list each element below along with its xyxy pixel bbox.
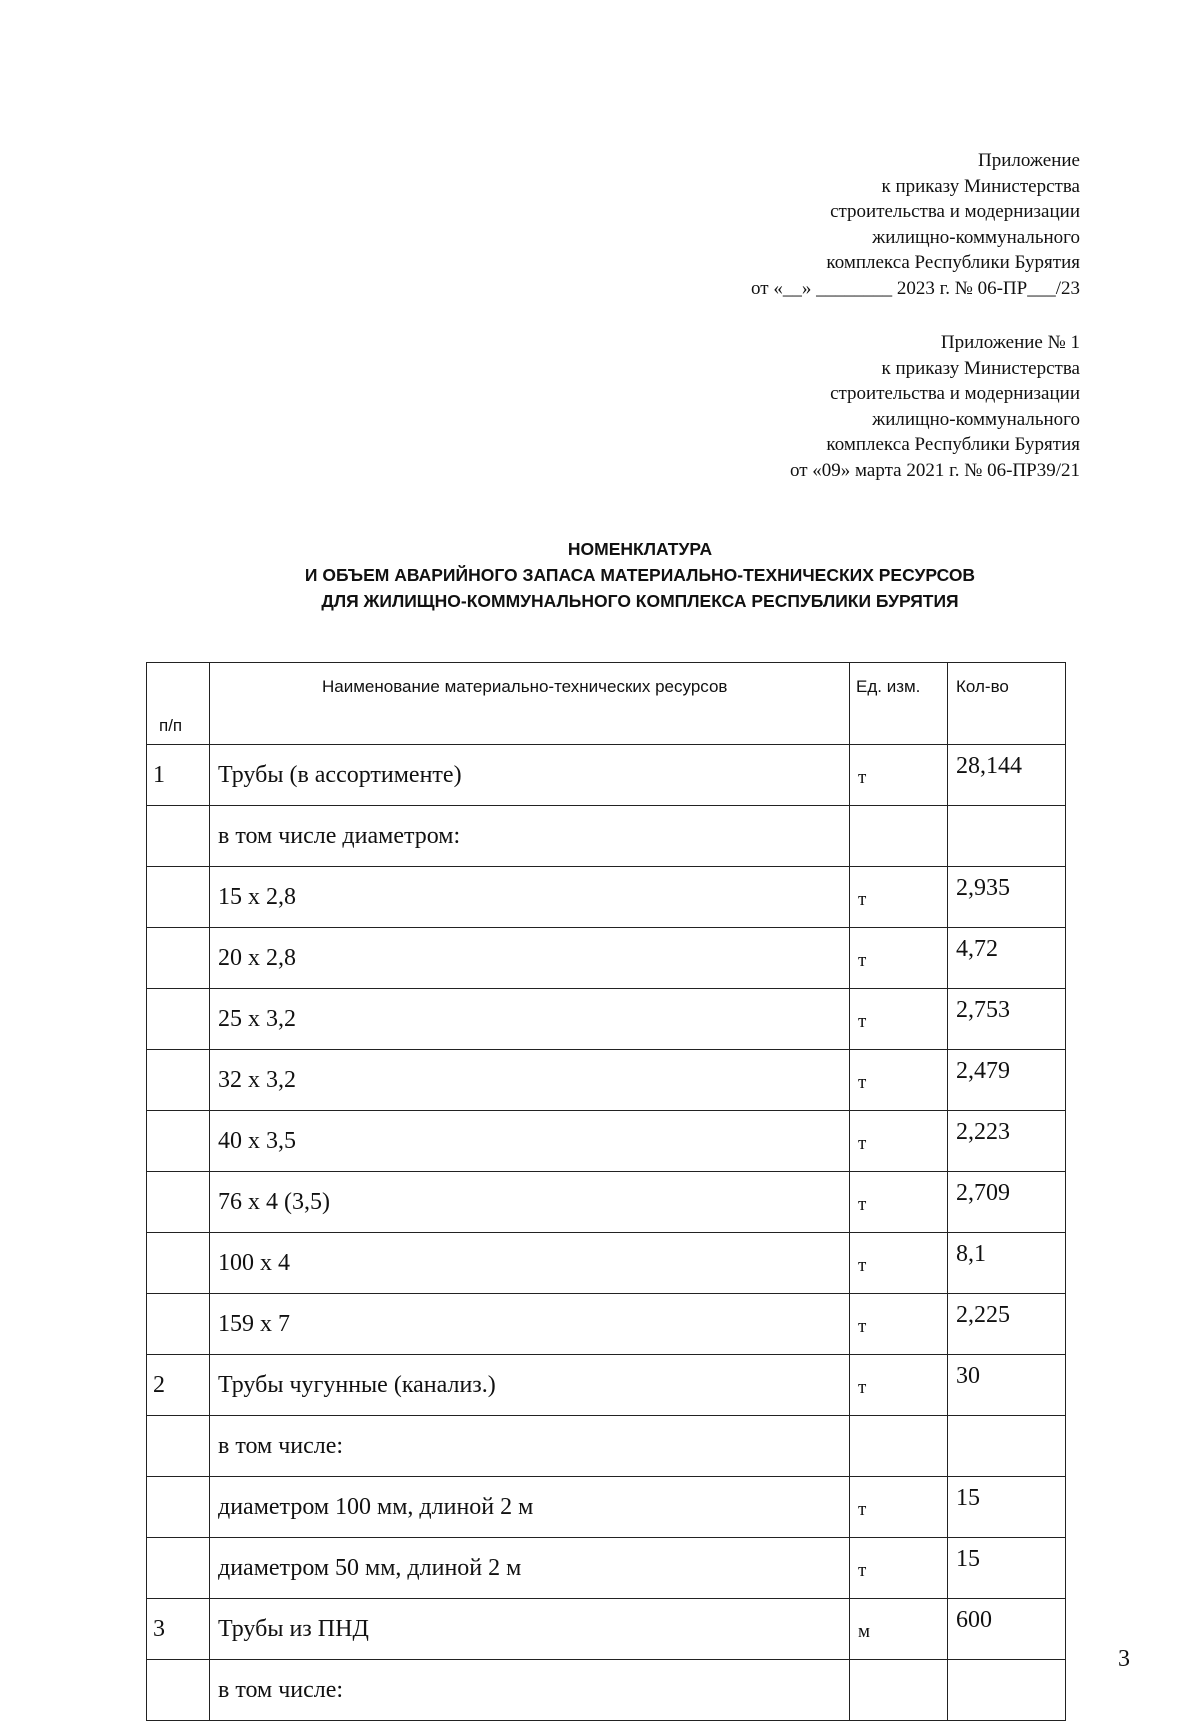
annex-original-line: жилищно-коммунального: [872, 408, 1080, 430]
cell-qty: [948, 1660, 1066, 1721]
cell-num: [147, 989, 210, 1050]
cell-num: [147, 1111, 210, 1172]
cell-num: [147, 1660, 210, 1721]
cell-qty: 4,72: [948, 928, 1066, 989]
table-row: [147, 928, 1066, 989]
cell-name: Трубы (в ассортименте): [210, 745, 850, 806]
cell-qty: [948, 806, 1066, 867]
annex-current-line: строительства и модернизации: [830, 201, 1080, 222]
header-name: Наименование материально-технических ресурсов: [210, 663, 850, 745]
cell-num: [147, 1294, 210, 1355]
cell-unit: [850, 1416, 948, 1477]
cell-unit: т: [850, 867, 948, 928]
table-row: [147, 1477, 1066, 1538]
cell-unit: т: [850, 989, 948, 1050]
cell-num: 1: [147, 745, 210, 806]
cell-num: [147, 867, 210, 928]
cell-name: 25 x 3,2: [210, 989, 850, 1050]
table-row: [147, 1660, 1066, 1721]
title-line: ДЛЯ ЖИЛИЩНО-КОММУНАЛЬНОГО КОМПЛЕКСА РЕСПУБЛИКИ БУРЯТИЯ: [321, 591, 959, 611]
cell-qty: 600: [948, 1599, 1066, 1660]
cell-name: 32 x 3,2: [210, 1050, 850, 1111]
cell-num: [147, 1172, 210, 1233]
table-header-row: [147, 663, 1066, 745]
annex-original-line: к приказу Министерства: [881, 357, 1080, 379]
resources-table: [146, 662, 1066, 1721]
table-row: [147, 1355, 1066, 1416]
cell-unit: м: [850, 1599, 948, 1660]
document-title: [0, 536, 1200, 614]
title-line: НОМЕНКЛАТУРА: [567, 539, 713, 559]
table-row: [147, 1599, 1066, 1660]
cell-qty: 2,709: [948, 1172, 1066, 1233]
cell-unit: т: [850, 1294, 948, 1355]
cell-name: 100 x 4: [210, 1233, 850, 1294]
cell-unit: т: [850, 1477, 948, 1538]
table-row: [147, 989, 1066, 1050]
cell-name: 15 x 2,8: [210, 867, 850, 928]
cell-name: диаметром 100 мм, длиной 2 м: [210, 1477, 850, 1538]
table-row: [147, 867, 1066, 928]
cell-qty: 2,753: [948, 989, 1066, 1050]
title-line: И ОБЪЕМ АВАРИЙНОГО ЗАПАСА МАТЕРИАЛЬНО-ТЕХНИЧЕСКИХ РЕСУРСОВ: [304, 565, 976, 585]
annex-current-line: от «__» ________ 2023 г. № 06-ПР___/23: [751, 277, 1080, 299]
cell-qty: 30: [948, 1355, 1066, 1416]
cell-qty: 2,225: [948, 1294, 1066, 1355]
cell-unit: [850, 806, 948, 867]
cell-name: Трубы чугунные (канализ.): [210, 1355, 850, 1416]
cell-num: [147, 928, 210, 989]
page-number: 3: [1118, 1646, 1130, 1672]
annex-original-line: Приложение № 1: [940, 332, 1080, 353]
cell-unit: т: [850, 1355, 948, 1416]
cell-qty: 2,935: [948, 867, 1066, 928]
annex-original-line: строительства и модернизации: [830, 383, 1080, 404]
cell-unit: т: [850, 1538, 948, 1599]
cell-num: 2: [147, 1355, 210, 1416]
cell-name: 159 x 7: [210, 1294, 850, 1355]
cell-name: диаметром 50 мм, длиной 2 м: [210, 1538, 850, 1599]
cell-name: 76 x 4 (3,5): [210, 1172, 850, 1233]
cell-num: [147, 806, 210, 867]
table-row: [147, 1294, 1066, 1355]
annex-current-line: комплекса Республики Бурятия: [826, 252, 1080, 273]
cell-num: 3: [147, 1599, 210, 1660]
annex-original-line: комплекса Республики Бурятия: [826, 434, 1080, 455]
annex-current-block: [751, 148, 1080, 301]
cell-num: [147, 1233, 210, 1294]
cell-qty: 8,1: [948, 1233, 1066, 1294]
header-unit: Ед. изм.: [850, 663, 948, 745]
annex-original-block: [790, 330, 1080, 483]
annex-current-line: Приложение: [978, 150, 1080, 171]
table-row: [147, 1172, 1066, 1233]
cell-name: в том числе:: [210, 1416, 850, 1477]
header-qty: Кол-во: [948, 663, 1066, 745]
cell-name: Трубы из ПНД: [210, 1599, 850, 1660]
table-row: [147, 1538, 1066, 1599]
table-row: [147, 1233, 1066, 1294]
table-row: [147, 806, 1066, 867]
cell-name: 20 x 2,8: [210, 928, 850, 989]
table-row: [147, 745, 1066, 806]
cell-unit: т: [850, 1172, 948, 1233]
cell-unit: т: [850, 1111, 948, 1172]
annex-original-line: от «09» марта 2021 г. № 06-ПР39/21: [789, 459, 1080, 481]
header-num: п/п: [147, 663, 210, 745]
cell-num: [147, 1416, 210, 1477]
cell-unit: т: [850, 928, 948, 989]
cell-qty: 15: [948, 1538, 1066, 1599]
annex-current-line: жилищно-коммунального: [872, 226, 1080, 248]
cell-qty: 15: [948, 1477, 1066, 1538]
cell-num: [147, 1477, 210, 1538]
cell-unit: т: [850, 1050, 948, 1111]
table-row: [147, 1416, 1066, 1477]
cell-unit: т: [850, 1233, 948, 1294]
cell-num: [147, 1538, 210, 1599]
cell-name: 40 x 3,5: [210, 1111, 850, 1172]
table-row: [147, 1111, 1066, 1172]
cell-num: [147, 1050, 210, 1111]
cell-unit: [850, 1660, 948, 1721]
cell-qty: [948, 1416, 1066, 1477]
cell-unit: т: [850, 745, 948, 806]
cell-qty: 28,144: [948, 745, 1066, 806]
table-row: [147, 1050, 1066, 1111]
annex-current-line: к приказу Министерства: [881, 175, 1080, 197]
cell-qty: 2,223: [948, 1111, 1066, 1172]
cell-name: в том числе диаметром:: [210, 806, 850, 867]
cell-name: в том числе:: [210, 1660, 850, 1721]
cell-qty: 2,479: [948, 1050, 1066, 1111]
